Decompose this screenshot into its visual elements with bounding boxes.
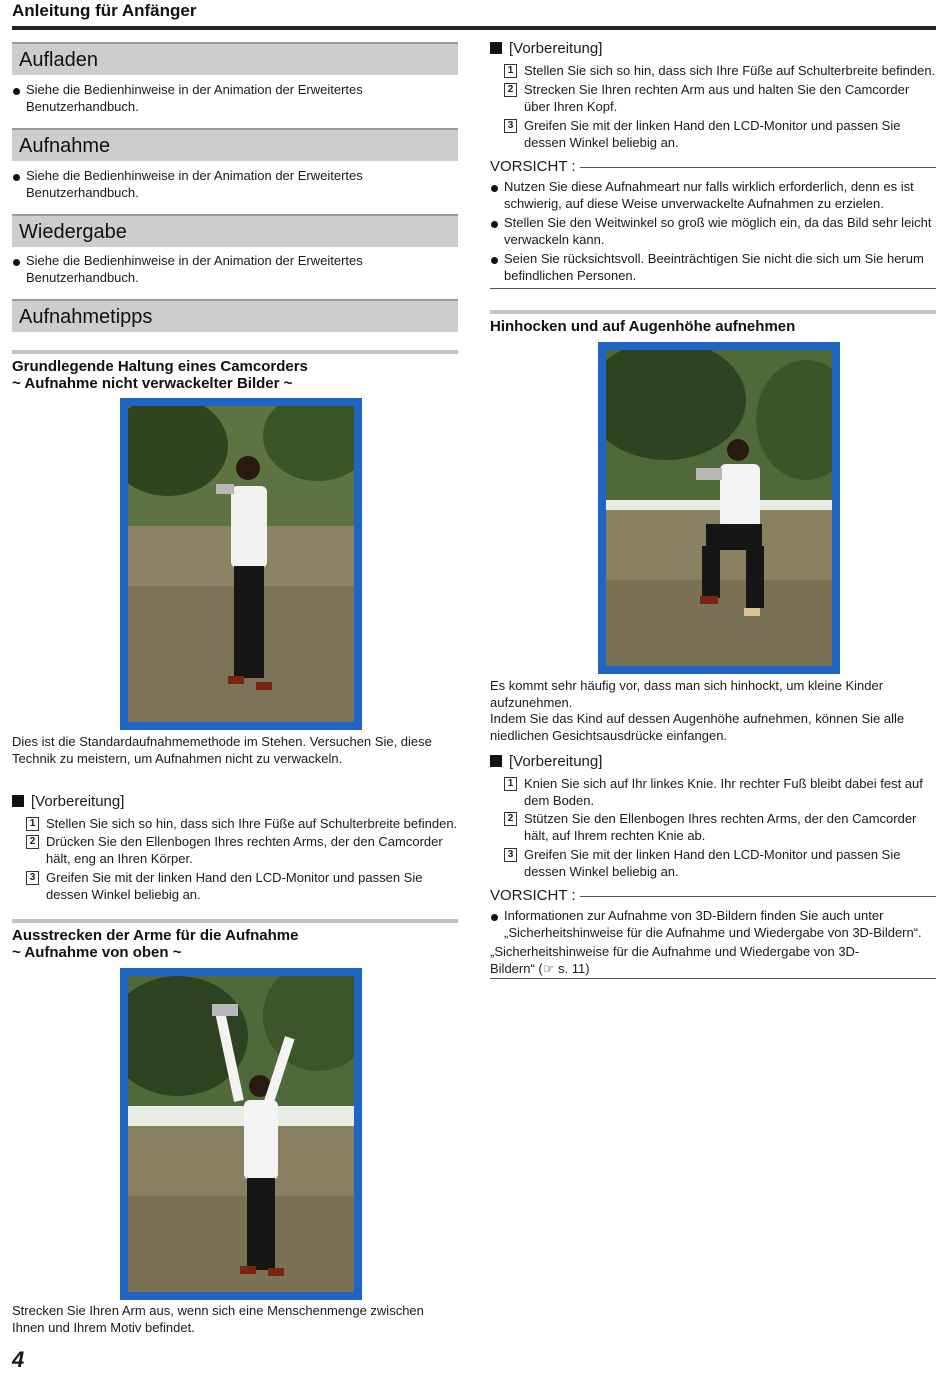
photo-kneeling: [598, 342, 840, 674]
bullet-text: Seien Sie rücksichtsvoll. Beeinträchtigen Sie nicht die sich um Sie herum befindlichen Personen.: [504, 251, 924, 283]
bullet-dot-icon: [491, 914, 498, 921]
arms-subtitle-line2: ~ Aufnahme von oben ~: [12, 944, 182, 961]
photo-standing: [120, 398, 362, 730]
bullet-text: Siehe die Bedienhinweise in der Animation der Erweitertes Benutzerhandbuch.: [26, 253, 363, 285]
basic-step-1: [26, 815, 466, 832]
crouch-subtitle: [490, 310, 936, 335]
section-title-text: Aufnahme: [19, 135, 111, 157]
step-number: 3: [504, 119, 517, 133]
arms-caution-2: [490, 215, 936, 248]
crouch-step-2: [504, 810, 936, 844]
crouch-step-1: [504, 775, 936, 809]
bullet-text: Informationen zur Aufnahme von 3D-Bildern finden Sie auch unter „Sicherheitshinweise für die Aufnahme und Wiedergabe von 3D-Bildern“.: [504, 908, 922, 940]
section-title-text: Aufnahmetipps: [19, 306, 153, 328]
arms-caution-3: [490, 251, 936, 284]
step-text: Stellen Sie sich so hin, dass sich Ihre Füße auf Schulterbreite befinden.: [46, 816, 458, 831]
step-number: 2: [504, 83, 517, 97]
crouch-prep-heading: [490, 753, 602, 770]
bullet-text: Siehe die Bedienhinweise in der Animation der Erweitertes Benutzerhandbuch.: [26, 168, 363, 200]
step-text: Strecken Sie Ihren rechten Arm aus und halten Sie den Camcorder über Ihren Kopf.: [524, 82, 910, 114]
arms-prep-heading: [490, 40, 602, 57]
bullet-dot-icon: [13, 259, 20, 266]
bullet-dot-icon: [491, 185, 498, 192]
section-title-aufnahmetipps: [12, 299, 458, 332]
arms-subtitle-line1: Ausstrecken der Arme für die Aufnahme: [12, 927, 299, 944]
square-bullet-icon: [490, 42, 502, 54]
step-number: 3: [26, 871, 39, 885]
arms-step-3: [504, 117, 934, 151]
caution-end-rule: [490, 978, 936, 979]
basic-prep-heading: [12, 793, 124, 810]
page-number: 4: [12, 1347, 25, 1372]
bullet-dot-icon: [13, 88, 20, 95]
step-number: 2: [26, 835, 39, 849]
step-number: 2: [504, 812, 517, 826]
step-text: Greifen Sie mit der linken Hand den LCD-Monitor und passen Sie dessen Winkel beliebig an.: [524, 118, 901, 150]
crouch-caution-1: [490, 908, 936, 941]
bullet-text: Siehe die Bedienhinweise in der Animation der Erweitertes Benutzerhandbuch.: [26, 82, 363, 114]
arms-caution-1: [490, 179, 936, 212]
step-text: Greifen Sie mit der linken Hand den LCD-Monitor und passen Sie dessen Winkel beliebig an.: [524, 847, 901, 879]
aufladen-bullet: [12, 82, 442, 115]
wiedergabe-bullet: [12, 253, 442, 286]
arms-subtitle: [12, 919, 458, 961]
crouch-step-3: [504, 846, 936, 880]
crouch-caution-heading: [490, 887, 936, 907]
basic-description: Dies ist die Standardaufnahmemethode im Stehen. Versuchen Sie, diese Technik zu meistern, um Aufnahmen nicht zu verwackeln.: [12, 734, 432, 766]
crouch-caution-reference: „Sicherheitshinweise für die Aufnahme und Wiedergabe von 3D-Bildern“ (☞ s. 11): [490, 944, 860, 976]
step-text: Stützen Sie den Ellenbogen Ihres rechten Arms, der den Camcorder hält, auf Ihrem rechten Knie ab.: [524, 811, 917, 843]
caution-label: VORSICHT :: [490, 887, 576, 904]
basic-subtitle-line1: Grundlegende Haltung eines Camcorders: [12, 358, 308, 375]
step-text: Drücken Sie den Ellenbogen Ihres rechten Arms, der den Camcorder hält, eng an Ihren Körper.: [46, 834, 443, 866]
basic-subtitle: [12, 350, 458, 392]
arms-step-1: [504, 62, 944, 79]
crouch-description-2: Indem Sie das Kind auf dessen Augenhöhe aufnehmen, können Sie alle niedlichen Gesichtsausdrücke einfangen.: [490, 711, 905, 743]
caution-end-rule: [490, 288, 936, 289]
basic-step-3: [26, 869, 466, 903]
square-bullet-icon: [490, 755, 502, 767]
step-number: 3: [504, 848, 517, 862]
kneeling-person-image: [606, 350, 832, 666]
square-bullet-icon: [12, 795, 24, 807]
prep-label: [Vorbereitung]: [509, 40, 603, 57]
step-number: 1: [504, 64, 517, 78]
photo-arms-up: [120, 968, 362, 1300]
caution-rule: [580, 896, 936, 897]
basic-subtitle-line2: ~ Aufnahme nicht verwackelter Bilder ~: [12, 375, 293, 392]
section-title-aufnahme: [12, 128, 458, 161]
arms-description: Strecken Sie Ihren Arm aus, wenn sich eine Menschenmenge zwischen Ihnen und Ihrem Motiv befindet.: [12, 1303, 424, 1335]
standing-person-image: [128, 406, 354, 722]
arms-caution-heading: [490, 158, 936, 178]
bullet-dot-icon: [13, 174, 20, 181]
aufnahme-bullet: [12, 168, 442, 201]
section-title-text: Aufladen: [19, 49, 98, 71]
caution-label: VORSICHT :: [490, 158, 576, 175]
caution-rule: [580, 167, 936, 168]
section-title-wiedergabe: [12, 214, 458, 247]
step-text: Greifen Sie mit der linken Hand den LCD-Monitor und passen Sie dessen Winkel beliebig an.: [46, 870, 423, 902]
section-title-aufladen: [12, 42, 458, 75]
step-number: 1: [504, 777, 517, 791]
section-title-text: Wiedergabe: [19, 221, 127, 243]
bullet-dot-icon: [491, 257, 498, 264]
page-header-title: Anleitung für Anfänger: [12, 1, 197, 20]
bullet-text: Stellen Sie den Weitwinkel so groß wie möglich ein, da das Bild sehr leicht verwackeln kann.: [504, 215, 932, 247]
left-column: [12, 0, 458, 1369]
arms-step-2: [504, 81, 934, 115]
prep-label: [Vorbereitung]: [509, 753, 603, 770]
basic-step-2: [26, 833, 466, 867]
right-column: [490, 0, 936, 1369]
crouch-description-1: Es kommt sehr häufig vor, dass man sich hinhockt, um kleine Kinder aufzunehmen.: [490, 678, 884, 710]
arms-up-person-image: [128, 976, 354, 1292]
bullet-dot-icon: [491, 221, 498, 228]
step-text: Knien Sie sich auf Ihr linkes Knie. Ihr rechter Fuß bleibt dabei fest auf dem Boden.: [524, 776, 923, 808]
step-text: Stellen Sie sich so hin, dass sich Ihre Füße auf Schulterbreite befinden.: [524, 63, 936, 78]
crouch-subtitle-text: Hinhocken und auf Augenhöhe aufnehmen: [490, 318, 796, 335]
step-number: 1: [26, 817, 39, 831]
prep-label: [Vorbereitung]: [31, 793, 125, 810]
bullet-text: Nutzen Sie diese Aufnahmeart nur falls wirklich erforderlich, denn es ist schwierig, auf diese Weise unverwackelte Aufnahmen zu erzielen.: [504, 179, 914, 211]
